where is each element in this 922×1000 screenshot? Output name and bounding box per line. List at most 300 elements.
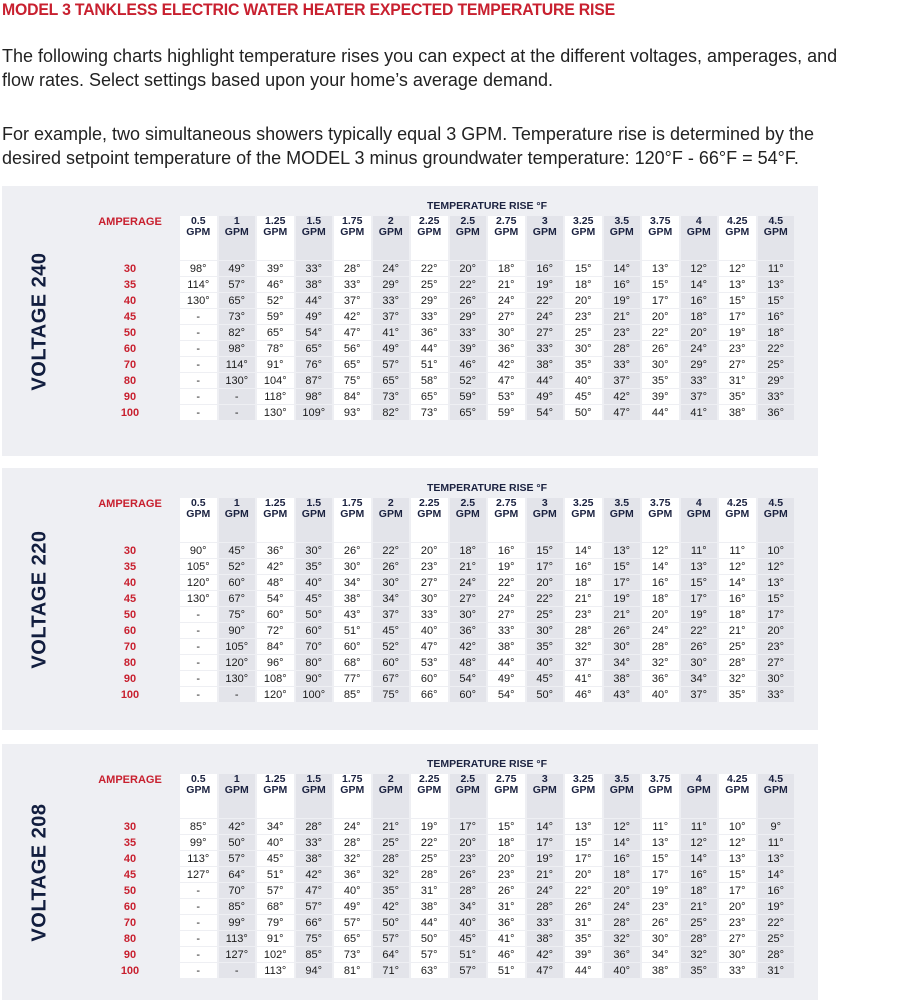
temperature-cell: 20° — [642, 607, 679, 622]
gpm-unit: GPM — [455, 226, 480, 238]
temperature-cell: 25° — [719, 639, 756, 654]
temperature-cell: 11° — [681, 819, 718, 834]
temperature-cell: 23° — [565, 309, 602, 324]
temperature-cell: 65° — [219, 293, 256, 308]
temperature-cell: 20° — [719, 899, 756, 914]
temperature-cell: 49° — [373, 341, 410, 356]
temperature-cell: - — [219, 963, 256, 978]
gpm-unit: GPM — [609, 508, 634, 520]
temperature-cell: 19° — [719, 325, 756, 340]
temperature-cell: 45° — [450, 931, 487, 946]
amperage-cell: 100 — [120, 406, 140, 419]
temperature-cell: 11° — [758, 835, 795, 850]
table-row — [82, 277, 794, 292]
temperature-cell: 104° — [257, 373, 294, 388]
temperature-cell: 26° — [681, 639, 718, 654]
gpm-column-header — [373, 216, 410, 260]
temperature-cell: 28° — [681, 931, 718, 946]
temperature-cell: 66° — [411, 687, 448, 702]
temperature-cell: 30° — [642, 931, 679, 946]
temperature-cell: 45° — [219, 543, 256, 558]
temperature-cell: 44° — [642, 405, 679, 420]
gpm-unit: GPM — [378, 508, 403, 520]
temperature-cell: 59° — [257, 309, 294, 324]
temperature-cell: 60° — [373, 655, 410, 670]
temperature-cell: 17° — [642, 293, 679, 308]
gpm-column-header — [373, 498, 410, 542]
temperature-cell: 24° — [642, 623, 679, 638]
intro-line-1: The following charts highlight temperature rises you can expect at the different voltages, amperages, and — [2, 46, 838, 66]
gpm-unit: GPM — [224, 508, 249, 520]
temperature-cell: 20° — [604, 883, 641, 898]
amperage-cell: 90 — [123, 948, 137, 961]
gpm-column-header — [219, 774, 256, 818]
gpm-value: 3.75 — [650, 497, 671, 509]
temperature-rise-heading: TEMPERATURE RISE °F — [426, 482, 548, 494]
temperature-cell: 91° — [257, 357, 294, 372]
temperature-cell: 17° — [527, 835, 564, 850]
gpm-value: 3.5 — [614, 215, 630, 227]
temperature-cell: 48° — [450, 655, 487, 670]
temperature-cell: 33° — [411, 607, 448, 622]
amperage-cell: 100 — [120, 688, 140, 701]
amperage-cell: 30 — [123, 262, 137, 275]
amperage-header: AMPERAGE — [98, 216, 162, 228]
temperature-cell: 51° — [334, 623, 371, 638]
temperature-cell: 27° — [488, 607, 525, 622]
temperature-cell: 20° — [488, 851, 525, 866]
temperature-cell: 14° — [681, 277, 718, 292]
temperature-cell: 13° — [642, 261, 679, 276]
gpm-column-header — [411, 774, 448, 818]
temperature-cell: 29° — [450, 309, 487, 324]
temperature-cell: 16° — [604, 277, 641, 292]
temperature-cell: 22° — [373, 543, 410, 558]
gpm-unit: GPM — [224, 226, 249, 238]
temperature-cell: 16° — [758, 309, 795, 324]
temperature-cell: 12° — [604, 819, 641, 834]
temperature-cell: 80° — [296, 655, 333, 670]
gpm-value: 3.25 — [573, 773, 594, 785]
gpm-column-header — [488, 498, 525, 542]
temperature-cell: 17° — [604, 575, 641, 590]
temperature-cell: 14° — [681, 851, 718, 866]
temperature-cell: 41° — [373, 325, 410, 340]
gpm-unit: GPM — [417, 784, 442, 796]
gpm-column-header — [719, 216, 756, 260]
temperature-cell: 21° — [604, 309, 641, 324]
temperature-cell: 40° — [257, 835, 294, 850]
gpm-unit: GPM — [571, 784, 596, 796]
temperature-cell: 13° — [642, 835, 679, 850]
temperature-cell: 46° — [450, 357, 487, 372]
temperature-cell: 120° — [219, 655, 256, 670]
temperature-cell: 64° — [219, 867, 256, 882]
gpm-unit: GPM — [455, 508, 480, 520]
temperature-cell: 22° — [642, 325, 679, 340]
temperature-cell: 50° — [373, 915, 410, 930]
temperature-cell: 14° — [527, 819, 564, 834]
temperature-cell: 33° — [450, 325, 487, 340]
temperature-cell: 19° — [604, 591, 641, 606]
temperature-cell: 34° — [642, 947, 679, 962]
temperature-cell: 15° — [527, 543, 564, 558]
temperature-cell: 27° — [450, 591, 487, 606]
temperature-cell: 13° — [719, 277, 756, 292]
gpm-unit: GPM — [494, 784, 519, 796]
gpm-value: 1.75 — [342, 215, 363, 227]
temperature-cell: 33° — [411, 309, 448, 324]
temperature-cell: 33° — [488, 623, 525, 638]
temperature-cell: 28° — [527, 899, 564, 914]
gpm-column-header — [758, 498, 795, 542]
temperature-cell: 38° — [296, 277, 333, 292]
gpm-value: 3.25 — [573, 497, 594, 509]
gpm-column-header — [758, 216, 795, 260]
voltage-208-chart — [2, 744, 818, 1000]
voltage-label-text: VOLTAGE 208 — [28, 802, 51, 942]
gpm-value: 1.5 — [306, 773, 322, 785]
temperature-cell: 45° — [527, 671, 564, 686]
voltage-240-chart — [2, 186, 818, 456]
temperature-cell: 13° — [565, 819, 602, 834]
temperature-cell: 52° — [373, 639, 410, 654]
temperature-cell: 38° — [334, 591, 371, 606]
temperature-cell: 24° — [527, 883, 564, 898]
temperature-cell: 52° — [257, 293, 294, 308]
temperature-cell: 26° — [642, 915, 679, 930]
temperature-cell: 73° — [373, 389, 410, 404]
temperature-cell: 39° — [450, 341, 487, 356]
temperature-cell: 21° — [373, 819, 410, 834]
temperature-cell: - — [180, 915, 217, 930]
gpm-unit: GPM — [609, 784, 634, 796]
temperature-cell: 54° — [450, 671, 487, 686]
temperature-cell: 33° — [527, 915, 564, 930]
temperature-cell: 21° — [450, 559, 487, 574]
table-row — [82, 883, 794, 898]
gpm-unit: GPM — [532, 226, 557, 238]
temperature-cell: 105° — [219, 639, 256, 654]
temperature-cell: 13° — [758, 575, 795, 590]
temperature-cell: 65° — [411, 389, 448, 404]
gpm-column-header — [257, 216, 294, 260]
temperature-cell: 45° — [373, 623, 410, 638]
temperature-cell: 25° — [527, 607, 564, 622]
temperature-cell: 45° — [296, 591, 333, 606]
gpm-column-header — [604, 216, 641, 260]
temperature-cell: 16° — [719, 591, 756, 606]
gpm-value: 2.5 — [460, 497, 476, 509]
temperature-cell: 84° — [257, 639, 294, 654]
temperature-cell: 36° — [488, 915, 525, 930]
temperature-cell: 42° — [219, 819, 256, 834]
gpm-unit: GPM — [609, 226, 634, 238]
temperature-cell: 14° — [604, 835, 641, 850]
temperature-cell: 24° — [681, 341, 718, 356]
temperature-cell: - — [180, 899, 217, 914]
gpm-unit: GPM — [224, 784, 249, 796]
amperage-cell: 90 — [123, 390, 137, 403]
temperature-cell: 30° — [296, 543, 333, 558]
voltage-label — [2, 186, 78, 456]
temperature-cell: 23° — [450, 851, 487, 866]
temperature-cell: 59° — [450, 389, 487, 404]
amperage-cell: 45 — [123, 868, 137, 881]
gpm-value: 1.75 — [342, 497, 363, 509]
temperature-cell: 36° — [642, 671, 679, 686]
temperature-cell: 82° — [373, 405, 410, 420]
temperature-cell: - — [180, 883, 217, 898]
temperature-cell: 16° — [642, 575, 679, 590]
temperature-cell: 16° — [681, 867, 718, 882]
gpm-value: 3.75 — [650, 773, 671, 785]
temperature-cell: 17° — [719, 309, 756, 324]
temperature-cell: 24° — [488, 591, 525, 606]
temperature-cell: 85° — [334, 687, 371, 702]
temperature-cell: 46° — [565, 687, 602, 702]
temperature-cell: 29° — [758, 373, 795, 388]
temperature-rise-table — [80, 754, 796, 979]
temperature-cell: 34° — [604, 655, 641, 670]
table-row — [82, 655, 794, 670]
gpm-column-header — [681, 216, 718, 260]
temperature-cell: 50° — [219, 835, 256, 850]
voltage-label — [2, 744, 78, 1000]
temperature-cell: 22° — [411, 261, 448, 276]
gpm-unit: GPM — [417, 226, 442, 238]
gpm-unit: GPM — [494, 226, 519, 238]
temperature-cell: 58° — [411, 373, 448, 388]
amperage-cell: 80 — [123, 932, 137, 945]
temperature-cell: 99° — [219, 915, 256, 930]
temperature-cell: 39° — [642, 389, 679, 404]
temperature-cell: 37° — [334, 293, 371, 308]
temperature-cell: 35° — [565, 931, 602, 946]
temperature-cell: 31° — [488, 899, 525, 914]
gpm-value: 2.25 — [419, 497, 440, 509]
temperature-cell: 59° — [488, 405, 525, 420]
gpm-column-header — [604, 774, 641, 818]
table-row — [82, 851, 794, 866]
temperature-cell: 11° — [719, 543, 756, 558]
temperature-cell: 73° — [219, 309, 256, 324]
amperage-cell: 70 — [123, 916, 137, 929]
temperature-cell: 16° — [758, 883, 795, 898]
temperature-cell: 63° — [411, 963, 448, 978]
temperature-cell: 38° — [642, 963, 679, 978]
gpm-column-header — [296, 216, 333, 260]
temperature-cell: 70° — [296, 639, 333, 654]
temperature-cell: 15° — [604, 559, 641, 574]
temperature-cell: 23° — [719, 915, 756, 930]
temperature-cell: 22° — [411, 835, 448, 850]
temperature-cell: 10° — [758, 543, 795, 558]
temperature-cell: 79° — [257, 915, 294, 930]
temperature-cell: 16° — [565, 559, 602, 574]
temperature-cell: 30° — [604, 639, 641, 654]
amperage-cell: 45 — [123, 310, 137, 323]
gpm-unit: GPM — [725, 508, 750, 520]
gpm-unit: GPM — [532, 784, 557, 796]
temperature-cell: 102° — [257, 947, 294, 962]
temperature-cell: 37° — [681, 389, 718, 404]
gpm-value: 1.5 — [306, 215, 322, 227]
temperature-cell: 40° — [334, 883, 371, 898]
amperage-cell: 70 — [123, 358, 137, 371]
temperature-cell: 17° — [450, 819, 487, 834]
example-line-1: For example, two simultaneous showers typically equal 3 GPM. Temperature rise is determined by the — [2, 124, 815, 144]
temperature-cell: 26° — [450, 293, 487, 308]
temperature-cell: 57° — [296, 899, 333, 914]
temperature-cell: 26° — [565, 899, 602, 914]
temperature-cell: 30° — [488, 325, 525, 340]
gpm-column-header — [334, 774, 371, 818]
temperature-cell: 42° — [334, 309, 371, 324]
temperature-cell: 84° — [334, 389, 371, 404]
temperature-cell: 30° — [411, 591, 448, 606]
temperature-cell: 33° — [719, 963, 756, 978]
temperature-cell: 49° — [334, 899, 371, 914]
temperature-cell: 98° — [296, 389, 333, 404]
amperage-header: AMPERAGE — [98, 498, 162, 510]
gpm-column-header — [681, 774, 718, 818]
temperature-cell: 36° — [257, 543, 294, 558]
temperature-cell: 120° — [180, 575, 217, 590]
temperature-cell: 30° — [527, 623, 564, 638]
temperature-cell: 57° — [450, 963, 487, 978]
amperage-cell: 35 — [123, 278, 137, 291]
temperature-cell: 21° — [565, 591, 602, 606]
temperature-cell: 47° — [604, 405, 641, 420]
temperature-cell: 42° — [527, 947, 564, 962]
temperature-cell: 24° — [604, 899, 641, 914]
temperature-cell: 54° — [296, 325, 333, 340]
amperage-cell: 40 — [123, 852, 137, 865]
temperature-cell: 96° — [257, 655, 294, 670]
gpm-value: 1 — [233, 215, 240, 227]
temperature-cell: 47° — [411, 639, 448, 654]
gpm-unit: GPM — [186, 508, 211, 520]
temperature-cell: 32° — [642, 655, 679, 670]
table-row — [82, 819, 794, 834]
table-row — [82, 687, 794, 702]
amperage-cell: 70 — [123, 640, 137, 653]
temperature-cell: 76° — [296, 357, 333, 372]
temperature-cell: 30° — [565, 341, 602, 356]
temperature-cell: 87° — [296, 373, 333, 388]
intro-line-2: flow rates. Select settings based upon your home’s average demand. — [2, 70, 553, 90]
gpm-unit: GPM — [340, 784, 365, 796]
temperature-cell: 130° — [180, 591, 217, 606]
temperature-cell: 118° — [257, 389, 294, 404]
temperature-cell: 15° — [758, 591, 795, 606]
table-row — [82, 293, 794, 308]
temperature-cell: 19° — [642, 883, 679, 898]
temperature-cell: - — [180, 341, 217, 356]
temperature-cell: 54° — [527, 405, 564, 420]
gpm-unit: GPM — [648, 508, 673, 520]
gpm-unit: GPM — [263, 784, 288, 796]
temperature-cell: 49° — [488, 671, 525, 686]
temperature-cell: 21° — [719, 623, 756, 638]
temperature-cell: 18° — [565, 277, 602, 292]
gpm-column-header — [334, 216, 371, 260]
gpm-value: 3.75 — [650, 215, 671, 227]
temperature-cell: 65° — [373, 373, 410, 388]
temperature-cell: 14° — [642, 559, 679, 574]
temperature-cell: 31° — [758, 963, 795, 978]
temperature-cell: 13° — [758, 277, 795, 292]
amperage-cell: 100 — [120, 964, 140, 977]
temperature-cell: 17° — [681, 591, 718, 606]
temperature-cell: 130° — [219, 373, 256, 388]
amperage-cell: 80 — [123, 374, 137, 387]
temperature-cell: 91° — [257, 931, 294, 946]
temperature-cell: 35° — [373, 883, 410, 898]
temperature-cell: 90° — [296, 671, 333, 686]
temperature-cell: 23° — [758, 639, 795, 654]
temperature-cell: 20° — [565, 867, 602, 882]
temperature-cell: 72° — [257, 623, 294, 638]
temperature-cell: 28° — [604, 341, 641, 356]
temperature-cell: 18° — [488, 835, 525, 850]
temperature-cell: 77° — [334, 671, 371, 686]
temperature-cell: 114° — [219, 357, 256, 372]
table-row — [82, 639, 794, 654]
example-line-2: desired setpoint temperature of the MODEL 3 minus groundwater temperature: 120°F - 66°F = 54°F. — [2, 148, 799, 168]
amperage-cell: 30 — [123, 544, 137, 557]
temperature-cell: 23° — [642, 899, 679, 914]
gpm-value: 2.25 — [419, 773, 440, 785]
gpm-unit: GPM — [263, 226, 288, 238]
temperature-cell: 41° — [565, 671, 602, 686]
gpm-column-header — [488, 774, 525, 818]
temperature-cell: 15° — [681, 575, 718, 590]
temperature-cell: 19° — [527, 277, 564, 292]
temperature-cell: 57° — [219, 851, 256, 866]
temperature-cell: 43° — [334, 607, 371, 622]
amperage-cell: 50 — [123, 608, 137, 621]
temperature-cell: 71° — [373, 963, 410, 978]
temperature-cell: 19° — [604, 293, 641, 308]
gpm-value: 2.5 — [460, 773, 476, 785]
temperature-cell: 42° — [373, 899, 410, 914]
temperature-cell: - — [219, 687, 256, 702]
temperature-cell: 70° — [219, 883, 256, 898]
temperature-cell: 12° — [642, 543, 679, 558]
temperature-cell: 22° — [527, 591, 564, 606]
temperature-cell: 20° — [450, 835, 487, 850]
temperature-cell: 65° — [334, 931, 371, 946]
amperage-cell: 35 — [123, 560, 137, 573]
temperature-cell: 38° — [527, 357, 564, 372]
temperature-cell: 36° — [758, 405, 795, 420]
temperature-cell: 17° — [527, 559, 564, 574]
temperature-cell: 12° — [681, 261, 718, 276]
gpm-column-header — [450, 498, 487, 542]
temperature-cell: 18° — [681, 883, 718, 898]
temperature-cell: 36° — [450, 623, 487, 638]
temperature-cell: 28° — [411, 867, 448, 882]
temperature-cell: 34° — [681, 671, 718, 686]
temperature-cell: 13° — [758, 851, 795, 866]
temperature-cell: 98° — [180, 261, 217, 276]
temperature-cell: 48° — [257, 575, 294, 590]
temperature-cell: 75° — [219, 607, 256, 622]
temperature-cell: 51° — [411, 357, 448, 372]
gpm-value: 1.25 — [265, 497, 286, 509]
